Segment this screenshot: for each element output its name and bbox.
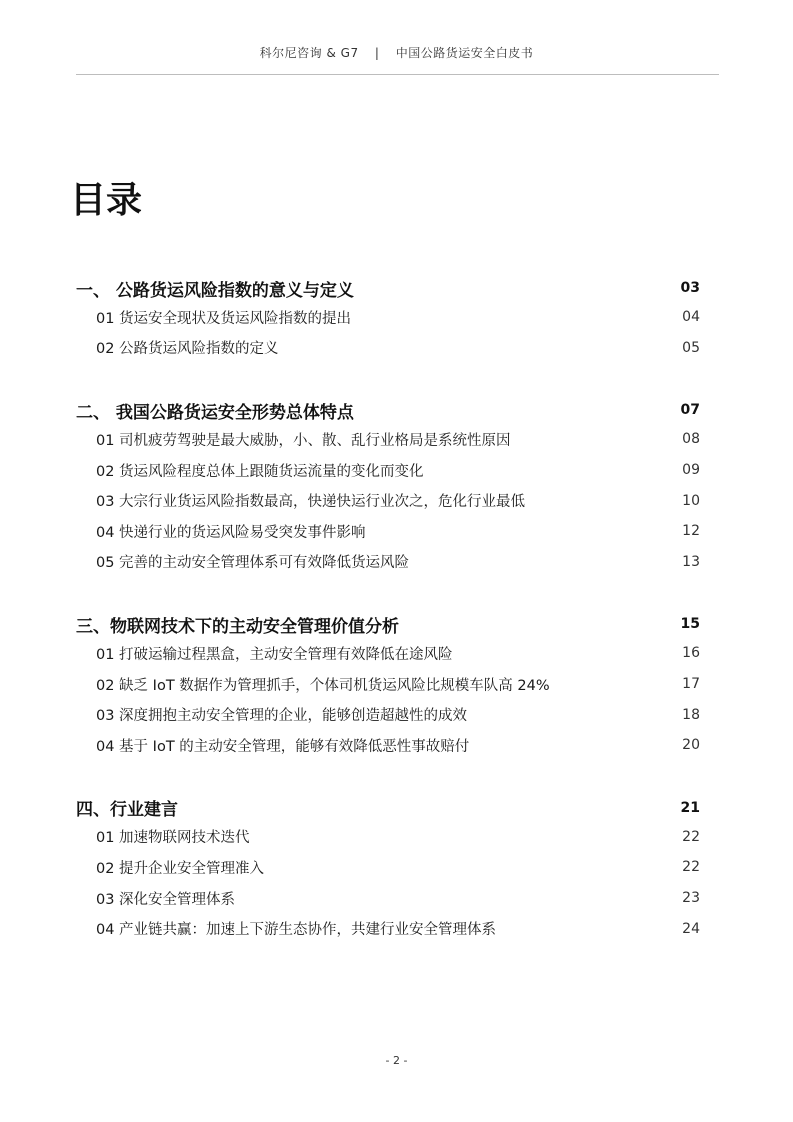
toc-entry[interactable]: [76, 455, 700, 486]
toc-section-heading[interactable]: [76, 610, 700, 638]
toc-section-1: [76, 274, 700, 363]
toc-entry-title: 02 公路货运风险指数的定义: [96, 341, 279, 358]
toc-entry-title: 03 大宗行业货运风险指数最高，快递快运行业次之，危化行业最低: [96, 494, 526, 511]
toc-page-number: 07: [680, 402, 700, 419]
page-title: 目录: [70, 180, 143, 221]
toc-entry-title: 02 货运风险程度总体上跟随货运流量的变化而变化: [96, 463, 424, 480]
toc-entry-title: 04 产业链共赢：加速上下游生态协作，共建行业安全管理体系: [96, 922, 497, 939]
toc-entry-title: 01 货运安全现状及货运风险指数的提出: [96, 310, 352, 327]
toc-page-number: 18: [682, 706, 700, 723]
header-report-title: 中国公路货运安全白皮书: [395, 46, 534, 60]
toc-entry-title: 03 深度拥抱主动安全管理的企业，能够创造超越性的成效: [96, 708, 468, 725]
toc-page-number: 12: [682, 523, 700, 540]
toc-entry[interactable]: [76, 822, 700, 853]
header-publisher: 科尔尼咨询 & G7: [259, 46, 359, 60]
toc-entry-title: 01 司机疲劳驾驶是最大威胁，小、散、乱行业格局是系统性原因: [96, 432, 511, 449]
toc-page-number: 05: [682, 339, 700, 356]
toc-page-number: 17: [682, 676, 700, 693]
toc-entry[interactable]: [76, 333, 700, 364]
toc-page-number: 21: [680, 799, 700, 816]
toc-section-2: [76, 396, 700, 577]
toc-entry-title: 03 深化安全管理体系: [96, 891, 236, 908]
toc-entry-title: 02 缺乏 IoT 数据作为管理抓手，个体司机货运风险比规模车队高 24%: [96, 677, 550, 694]
toc-section-heading[interactable]: [76, 274, 700, 302]
toc-entry[interactable]: [76, 852, 700, 883]
toc-entry-title: 05 完善的主动安全管理体系可有效降低货运风险: [96, 555, 410, 572]
header-separator: |: [374, 46, 380, 60]
toc-entry[interactable]: [76, 669, 700, 700]
toc-page-number: 10: [682, 492, 700, 509]
toc-section-title: 一、 公路货运风险指数的意义与定义: [76, 280, 354, 301]
toc-section-4: [76, 794, 700, 944]
table-of-contents: [76, 274, 700, 977]
toc-page-number: 24: [682, 920, 700, 937]
toc-page-number: 16: [682, 645, 700, 662]
toc-section-3: [76, 610, 700, 760]
toc-page-number: 22: [682, 859, 700, 876]
header-divider: [76, 74, 719, 75]
toc-section-title: 三、物联网技术下的主动安全管理价值分析: [76, 616, 399, 637]
toc-entry-title: 04 快递行业的货运风险易受突发事件影响: [96, 524, 366, 541]
toc-page-number: 15: [680, 616, 700, 633]
toc-entry[interactable]: [76, 913, 700, 944]
toc-entry[interactable]: [76, 730, 700, 761]
toc-page-number: 22: [682, 828, 700, 845]
toc-entry-title: 01 打破运输过程黑盒，主动安全管理有效降低在途风险: [96, 646, 453, 663]
toc-page-number: 23: [682, 890, 700, 907]
toc-entry[interactable]: [76, 883, 700, 914]
page-header: [0, 44, 793, 61]
toc-page-number: 08: [682, 431, 700, 448]
toc-entry[interactable]: [76, 699, 700, 730]
toc-page-number: 04: [682, 309, 700, 326]
toc-entry[interactable]: [76, 302, 700, 333]
page-footer-number: - 2 -: [385, 1054, 408, 1067]
toc-page-number: 13: [682, 553, 700, 570]
toc-entry[interactable]: [76, 424, 700, 455]
toc-page-number: 03: [680, 280, 700, 296]
toc-entry-title: 04 基于 IoT 的主动安全管理，能够有效降低恶性事故赔付: [96, 738, 470, 755]
toc-entry[interactable]: [76, 516, 700, 547]
toc-entry[interactable]: [76, 638, 700, 669]
toc-entry-title: 01 加速物联网技术迭代: [96, 830, 250, 847]
toc-page-number: 09: [682, 462, 700, 479]
toc-section-title: 四、行业建言: [76, 800, 178, 821]
toc-entry[interactable]: [76, 547, 700, 578]
toc-page-number: 20: [682, 737, 700, 754]
toc-section-heading[interactable]: [76, 396, 700, 424]
toc-section-heading[interactable]: [76, 794, 700, 822]
toc-entry-title: 02 提升企业安全管理准入: [96, 860, 265, 877]
toc-section-title: 二、 我国公路货运安全形势总体特点: [76, 402, 354, 423]
toc-entry[interactable]: [76, 485, 700, 516]
